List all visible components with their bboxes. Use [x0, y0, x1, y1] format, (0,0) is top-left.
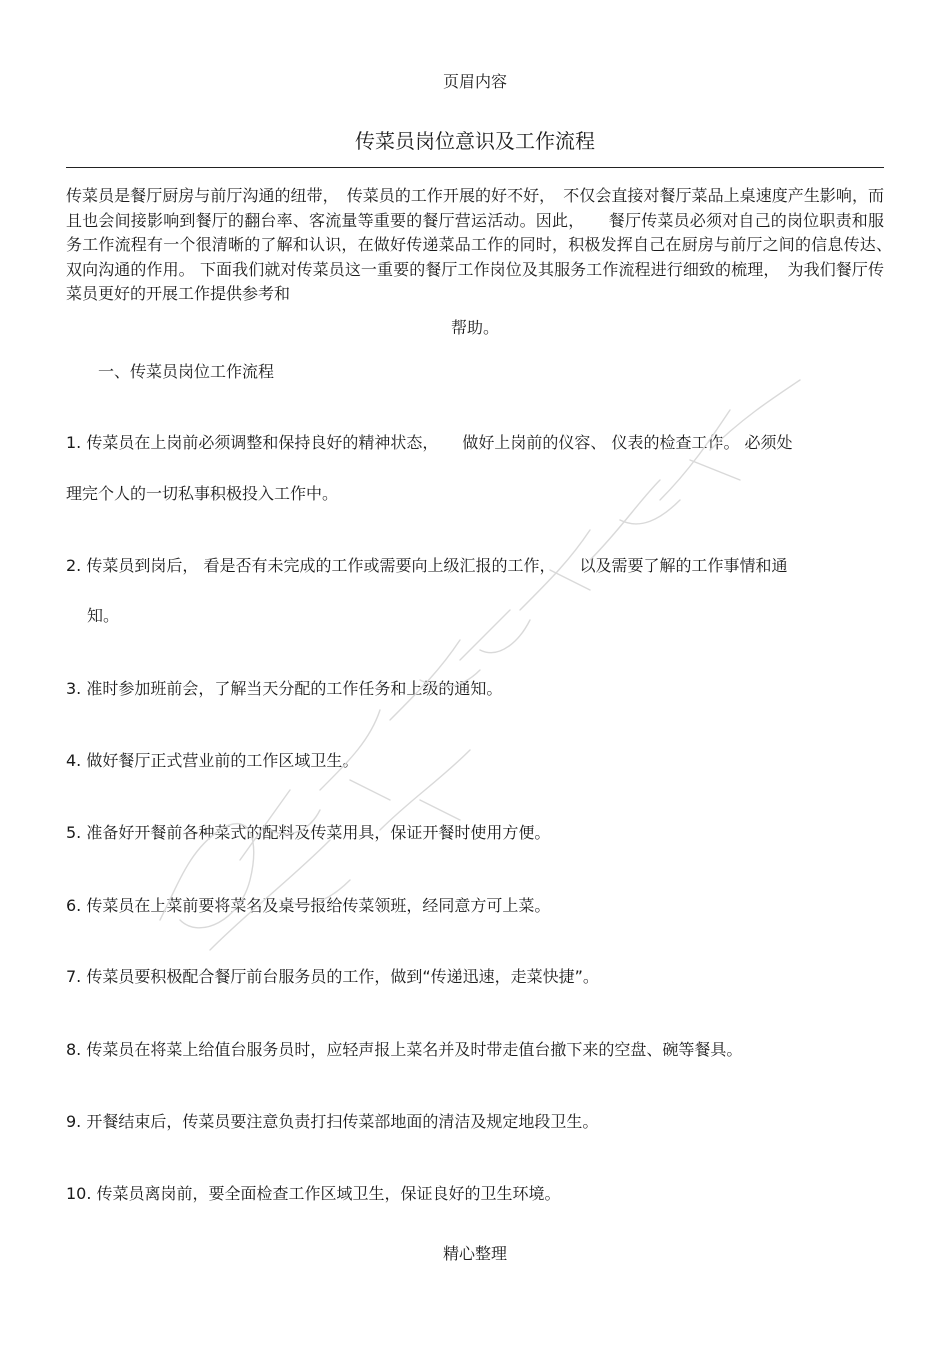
step-1-continued: 理完个人的一切私事积极投入工作中。 [66, 484, 339, 503]
step-5: 5. 准备好开餐前各种菜式的配料及传菜用具，保证开餐时使用方便。 [66, 823, 551, 842]
section-heading: 一、传菜员岗位工作流程 [98, 362, 275, 381]
step-9: 9. 开餐结束后，传菜员要注意负责打扫传菜部地面的清洁及规定地段卫生。 [66, 1112, 599, 1131]
step-7: 7. 传菜员要积极配合餐厅前台服务员的工作，做到“传递迅速，走菜快捷”。 [66, 967, 599, 986]
step-1: 1. 传菜员在上岗前必须调整和保持良好的精神状态， 做好上岗前的仪容、 仪表的检查工作。 必须处 [66, 433, 793, 452]
intro-paragraph: 传菜员是餐厅厨房与前厅沟通的纽带， 传菜员的工作开展的好不好， 不仅会直接对餐厅菜品上桌速度产生影响，而且也会间接影响到餐厅的翻台率、客流量等重要的餐厅营运活动。因此， 餐厅传菜员必须对自己的岗位职责和服务工作流程有一个很清晰的了解和认识，在做好传递菜品工作的同时，积极发挥自己在厨房与前厅之间的信息传达、 双向沟通的作用。 下面我们就对传菜员这一重要的餐厅工作岗位及其服务工作流程进行细致的梳理， 为我们餐厅传菜员更好的开展工作提供参考和 [66, 186, 901, 303]
step-2-continued: 知。 [87, 606, 120, 625]
step-8: 8. 传菜员在将菜上给值台服务员时，应轻声报上菜名并及时带走值台撤下来的空盘、碗等餐具。 [66, 1040, 743, 1059]
title-divider [66, 167, 884, 168]
document-title: 传菜员岗位意识及工作流程 [355, 129, 595, 153]
step-2: 2. 传菜员到岗后， 看是否有未完成的工作或需要向上级汇报的工作， 以及需要了解的工作事情和通 [66, 556, 788, 575]
step-4: 4. 做好餐厅正式营业前的工作区域卫生。 [66, 751, 359, 770]
page-header: 页眉内容 [442, 72, 507, 91]
intro-paragraph-end: 帮助。 [450, 318, 499, 337]
step-10: 10. 传菜员离岗前，要全面检查工作区域卫生，保证良好的卫生环境。 [66, 1184, 561, 1203]
step-6: 6. 传菜员在上菜前要将菜名及桌号报给传菜领班，经同意方可上菜。 [66, 896, 551, 915]
page-footer: 精心整理 [442, 1244, 507, 1263]
step-3: 3. 准时参加班前会，了解当天分配的工作任务和上级的通知。 [66, 679, 503, 698]
